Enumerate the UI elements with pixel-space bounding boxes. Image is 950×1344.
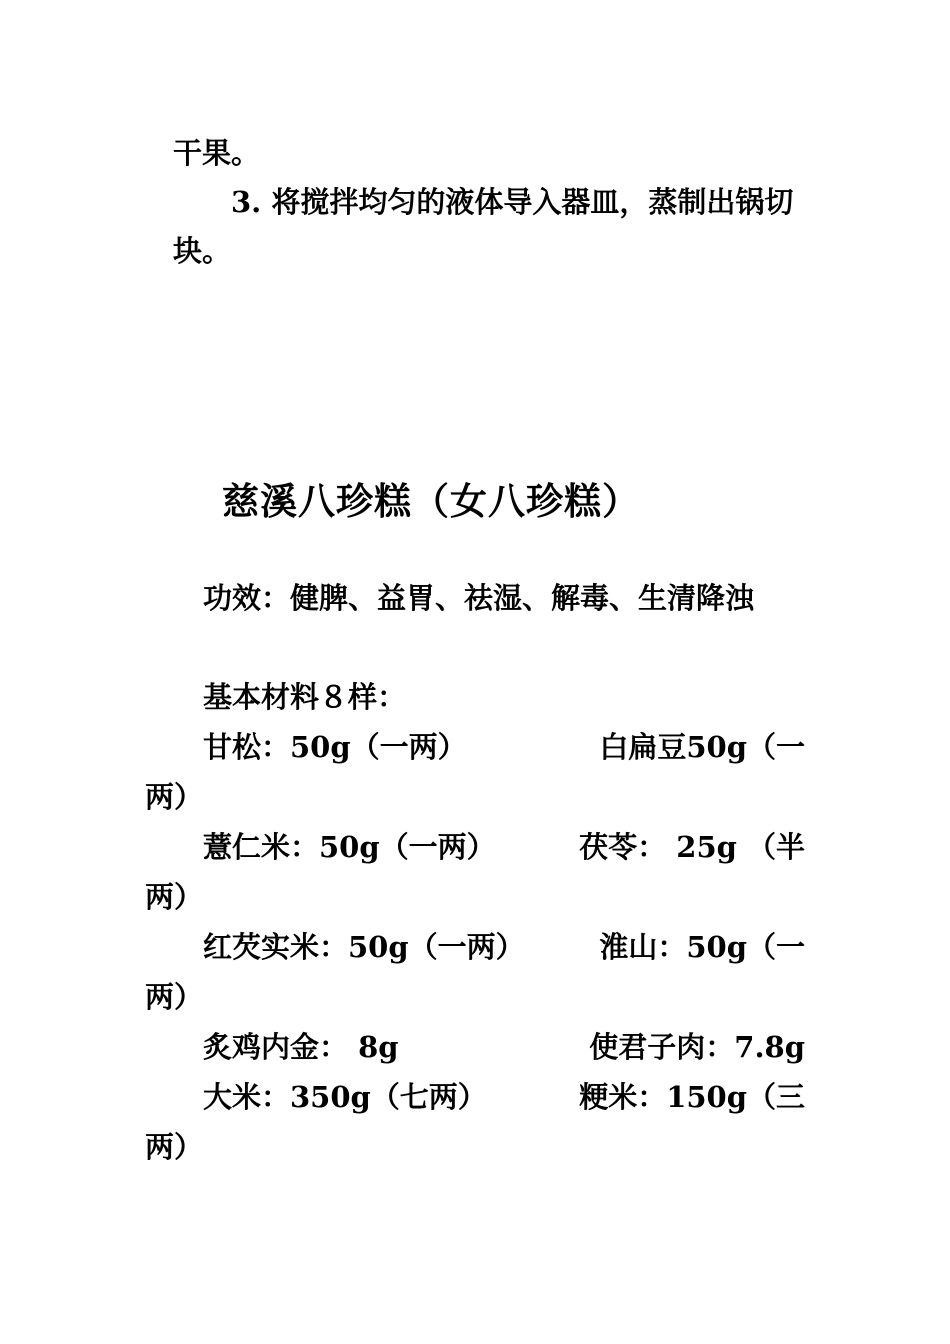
ingredient-right: 白扁豆50g（一 [599, 730, 805, 764]
prev-text-line: 干果。 [173, 136, 261, 170]
materials-heading: 基本材料８样： [203, 680, 407, 714]
ingredient-right: 粳米：150g（三 [579, 1080, 805, 1114]
ingredient-left: 红芡实米：50g（一两） [203, 930, 525, 964]
step-3-text: 3. 将搅拌均匀的液体导入器皿，蒸制出锅切 [231, 185, 794, 219]
ingredient-right: 使君子肉：7.8g [589, 1030, 805, 1064]
ingredient-right: 淮山：50g（一 [599, 930, 805, 964]
ingredient-wrap: 两） [145, 980, 204, 1014]
ingredient-wrap: 两） [145, 1130, 204, 1164]
ingredient-left: 大米：350g（七两） [203, 1080, 487, 1114]
ingredient-left: 甘松：50g（一两） [203, 730, 467, 764]
ingredient-wrap: 两） [145, 780, 204, 814]
ingredient-wrap: 两） [145, 880, 204, 914]
ingredient-left: 炙鸡内金： 8g [203, 1030, 399, 1064]
efficacy-line: 功效：健脾、益胃、祛湿、解毒、生清降浊 [203, 581, 755, 615]
ingredient-left: 薏仁米：50g（一两） [203, 830, 496, 864]
ingredient-right: 茯苓： 25g （半 [579, 830, 805, 864]
recipe-title: 慈溪八珍糕（女八珍糕） [222, 479, 640, 523]
step-3-continuation: 块。 [173, 234, 232, 268]
